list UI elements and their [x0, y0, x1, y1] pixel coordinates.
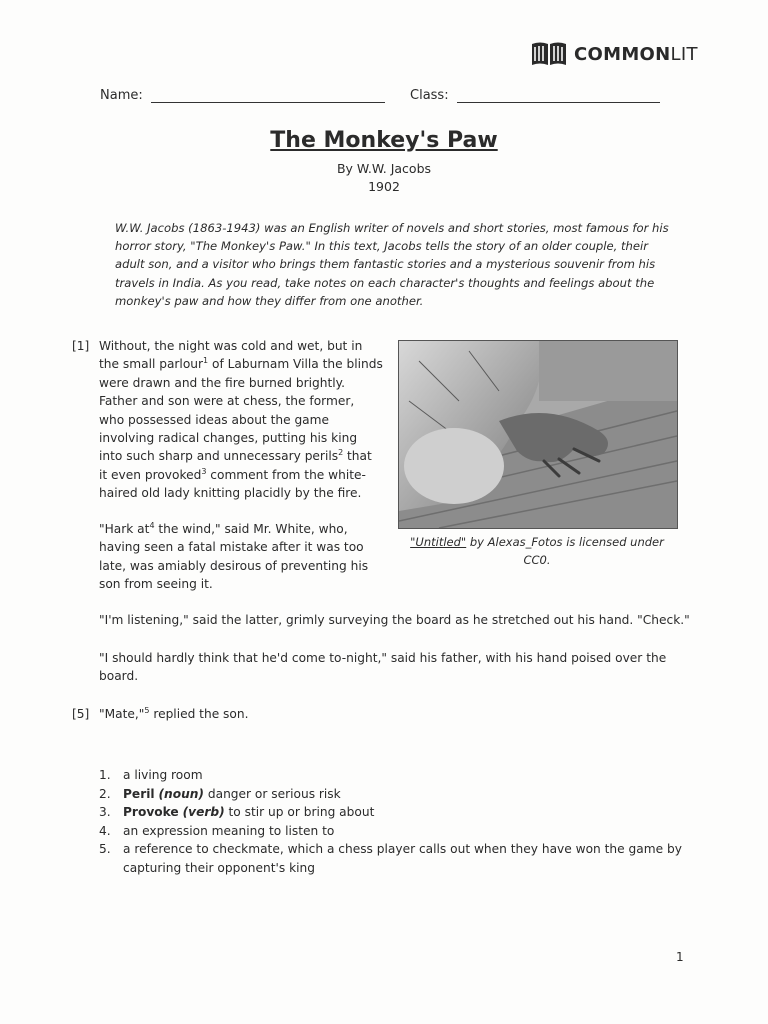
class-label: Class:	[410, 88, 449, 103]
footnote-2: 2. Peril (noun) danger or serious risk	[99, 786, 341, 801]
paragraph-number-5: [5]	[72, 707, 90, 721]
paragraph-3: "I'm listening," said the latter, grimly surveying the board as he stretched out his hand. "Check."	[99, 613, 690, 627]
name-label: Name:	[100, 88, 143, 103]
paragraph-2: "Hark $at^4$ the wind," said Mr. White, who, having seen a fatal mistake after it was too late, was amiably desirous of preventing his son from seeing it.	[99, 520, 369, 592]
name-line[interactable]	[151, 88, 385, 103]
class-field[interactable]	[410, 88, 660, 103]
paragraph-4: "I should hardly think that he'd come to-night," said his father, with his hand poised over the board.	[99, 651, 667, 684]
commonlit-logo	[530, 40, 698, 68]
footnote-1: 1. a living room	[99, 768, 203, 782]
footnote-5: 5. a reference to checkmate, which a chess player calls out when they have won the game by capturing their opponent's king	[99, 842, 682, 875]
footnote-4: 4. an expression meaning to listen to	[99, 823, 335, 838]
image-caption: "Untitled" by Alexas_Fotos is licensed under CC0.	[410, 535, 664, 567]
name-field[interactable]	[100, 88, 385, 103]
paragraph-number-1: [1]	[72, 339, 90, 353]
page-number: 1	[676, 950, 684, 964]
footnote-3: 3. Provoke (verb) to stir up or bring about	[99, 805, 375, 820]
book-icon	[530, 40, 568, 68]
year: 1902	[368, 179, 400, 194]
logo-text: COMMONLIT	[574, 43, 698, 65]
footnotes	[99, 766, 699, 878]
byline	[0, 160, 768, 196]
intro-paragraph: W.W. Jacobs (1863-1943) was an English writer of novels and short stories, most famous for his horror story, "The Monkey's Paw." In this text, Jacobs tells the story of an older couple, their adult son, and a visitor who brings them fantastic stories and a mysterious souvenir from his travels in India. As you read, take notes on each character's thoughts and feelings about the monkey's paw and how they differ from one another.	[115, 221, 669, 308]
paragraph-5: "Mate,"$^5$ replied the son.	[99, 705, 249, 721]
monkey-paw-photo	[398, 340, 678, 529]
page-title: The Monkey's Paw	[270, 128, 498, 153]
class-line[interactable]	[457, 88, 660, 103]
paragraph-1: Without, the night was cold and wet, but in the small parlour$^1$ of Laburnam Villa the blinds were drawn and the fire burned brightly. Father and son were at chess, the former, who possessed ideas about the game involving radical changes, putting his king into such sharp and unnecessary perils$^2$ that it even provoked$^3$ comment from the white-haired old lady knitting placidly by the fire.	[99, 339, 383, 501]
author: By W.W. Jacobs	[336, 161, 432, 176]
image-title-link[interactable]: "Untitled"	[410, 535, 467, 549]
